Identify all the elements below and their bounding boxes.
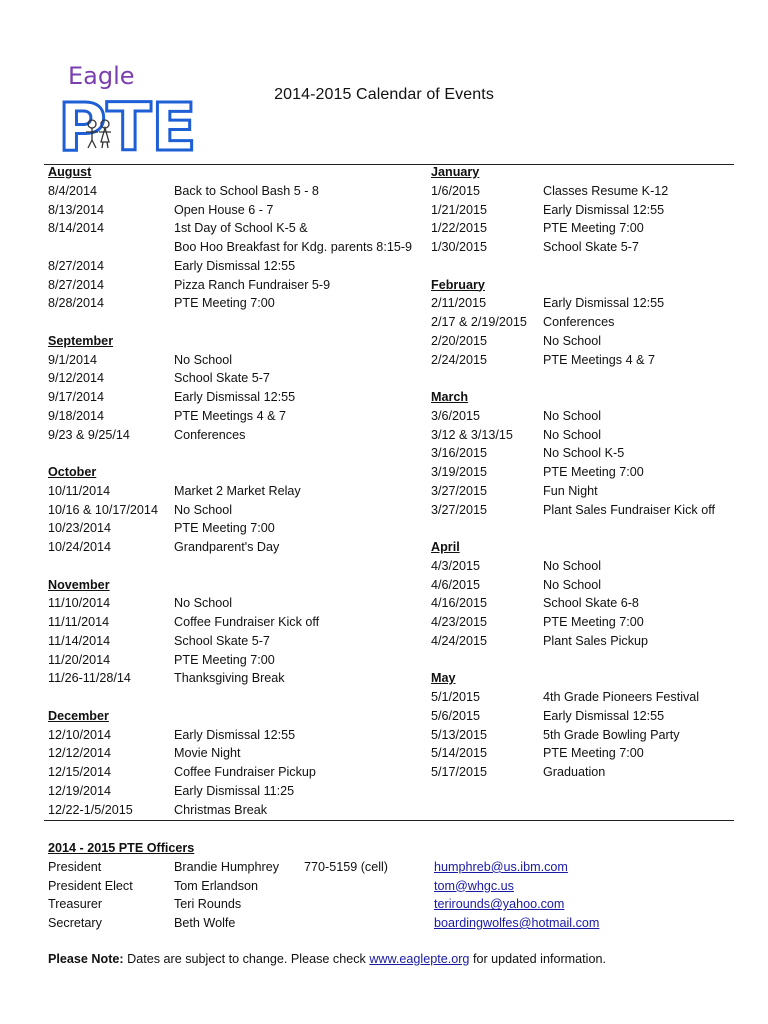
event-title: Early Dismissal 12:55 [174,390,296,404]
event-date: 2/17 & 2/19/2015 [431,315,527,329]
event-row [431,351,731,370]
event-row [48,744,428,763]
event-row [431,763,731,782]
event-row [48,632,428,651]
officer-phone [304,877,434,896]
event-row [431,463,731,482]
officer-phone [304,895,434,914]
event-row [431,219,731,238]
month-heading: August [48,165,92,179]
event-row [48,238,428,257]
officer-row [48,877,599,896]
website-link[interactable]: www.eaglepte.org [369,952,470,966]
event-date: 8/28/2014 [48,296,105,311]
event-row [431,201,731,220]
event-row [431,482,731,501]
month-spacer [431,519,731,538]
event-title: School Skate 6-8 [543,596,639,611]
event-date: 1/21/2015 [431,202,488,217]
event-title: Grandparent's Day [174,540,280,554]
event-row [48,763,428,782]
event-date: 3/19/2015 [431,465,488,479]
event-title: No School [174,502,233,517]
event-date: 10/23/2014 [48,521,112,536]
event-date: 1/22/2015 [431,221,488,236]
officer-email[interactable]: humphreb@us.ibm.com [434,859,568,874]
month-spacer [48,557,428,576]
event-title: Early Dismissal 12:55 [174,727,296,742]
event-row [48,669,428,688]
month-heading: December [48,708,109,723]
event-date: 10/24/2014 [48,540,112,554]
event-title: Christmas Break [174,802,268,817]
event-row [431,744,731,763]
event-date: 8/4/2014 [48,183,98,198]
event-title: Movie Night [174,746,241,761]
logo-top-text: Eagle [68,62,135,90]
event-title: Open House 6 - 7 [174,202,274,217]
event-title: No School [174,596,233,611]
event-date: 2/24/2015 [431,352,488,367]
month-spacer [431,651,731,670]
event-title: PTE Meeting 7:00 [543,221,644,236]
event-row [431,313,731,332]
event-row [431,426,731,445]
event-title: No School [543,408,602,423]
event-date: 11/20/2014 [48,652,111,667]
calendar-left-column [48,163,428,819]
event-row [48,594,428,613]
event-date [48,238,174,257]
month-heading: January [431,165,480,179]
officer-role: President [48,859,102,874]
footer-note [48,952,606,966]
eagle-pte-logo [58,58,197,166]
officer-name: Teri Rounds [174,897,242,912]
event-title: Early Dismissal 12:55 [543,202,665,217]
event-date: 5/14/2015 [431,746,488,761]
event-title: Market 2 Market Relay [174,483,301,498]
event-title: PTE Meetings 4 & 7 [174,408,286,423]
event-title: Graduation [543,765,606,779]
month-spacer [431,257,731,276]
event-title: Early Dismissal 12:55 [543,708,665,723]
note-label: Please Note: [48,952,124,966]
event-title: Boo Hoo Breakfast for Kdg. parents 8:15-9 [174,240,413,254]
event-title: Coffee Fundraiser Pickup [174,765,316,779]
event-date: 8/14/2014 [48,221,105,236]
officer-phone: 770-5159 (cell) [304,859,389,874]
event-date: 8/13/2014 [48,202,105,217]
event-date: 11/10/2014 [48,596,111,611]
event-row [48,426,428,445]
month-heading: October [48,465,97,479]
event-title: No School K-5 [543,446,625,461]
event-date: 3/16/2015 [431,446,488,461]
event-title: Coffee Fundraiser Kick off [174,615,320,629]
event-date: 1/6/2015 [431,183,481,198]
event-date: 11/26-11/28/14 [48,671,131,686]
event-row [431,576,731,595]
event-title: No School [543,427,602,442]
event-title: Plant Sales Fundraiser Kick off [543,502,715,517]
bottom-divider [44,820,734,821]
event-row [431,726,731,745]
event-row [48,782,428,801]
event-title: School Skate 5-7 [543,240,639,254]
event-title: Fun Night [543,483,598,498]
event-row [431,332,731,351]
officer-row [48,895,599,914]
event-date: 11/11/2014 [48,615,110,629]
event-title: PTE Meeting 7:00 [174,652,275,667]
officer-email[interactable]: terirounds@yahoo.com [434,897,565,912]
event-title: 1st Day of School K-5 & [174,221,308,236]
event-row [431,557,731,576]
event-title: Early Dismissal 12:55 [174,258,296,273]
event-date: 2/20/2015 [431,333,488,348]
event-title: 5th Grade Bowling Party [543,727,680,742]
event-title: PTE Meeting 7:00 [174,296,275,311]
event-row [48,501,428,520]
event-row [431,294,731,313]
event-date: 3/27/2015 [431,502,488,517]
month-heading: September [48,333,114,348]
event-title: Plant Sales Pickup [543,633,649,648]
event-title: School Skate 5-7 [174,633,270,648]
event-row [48,801,428,820]
event-title: 4th Grade Pioneers Festival [543,690,700,704]
event-date: 4/16/2015 [431,596,488,611]
event-date: 10/11/2014 [48,483,111,498]
event-date: 5/1/2015 [431,690,481,704]
event-title: Classes Resume K-12 [543,183,669,198]
event-row [48,369,428,388]
event-title: PTE Meeting 7:00 [543,746,644,761]
event-date: 2/11/2015 [431,296,487,311]
event-title: PTE Meetings 4 & 7 [543,352,655,367]
event-date: 11/14/2014 [48,633,111,648]
event-title: No School [543,333,602,348]
event-date: 3/12 & 3/13/15 [431,427,513,442]
event-date: 3/27/2015 [431,483,488,498]
event-date: 9/17/2014 [48,390,105,404]
event-date: 8/27/2014 [48,258,105,273]
event-title: School Skate 5-7 [174,371,270,386]
event-row [48,407,428,426]
month-spacer [48,444,428,463]
event-title: Pizza Ranch Fundraiser 5-9 [174,277,331,292]
event-row [48,651,428,670]
event-date: 12/22-1/5/2015 [48,802,133,817]
event-row [48,257,428,276]
event-row [48,219,428,238]
event-row [48,201,428,220]
officer-name: Tom Erlandson [174,878,258,893]
page-title: 2014-2015 Calendar of Events [274,86,494,103]
event-row [431,238,731,257]
event-row [431,688,731,707]
event-title: PTE Meeting 7:00 [543,465,644,479]
event-title: Early Dismissal 11:25 [174,783,295,798]
event-row [431,182,731,201]
event-row [48,726,428,745]
month-heading: May [431,671,456,686]
event-row [48,482,428,501]
officer-phone [304,914,434,933]
event-title: Back to School Bash 5 - 8 [174,183,319,198]
officers-section [48,839,599,933]
officer-row [48,858,599,877]
month-heading: November [48,577,110,592]
event-row [48,276,428,295]
event-date: 9/23 & 9/25/14 [48,427,130,442]
event-date: 12/12/2014 [48,746,112,761]
event-title: PTE Meeting 7:00 [174,521,275,536]
event-title: No School [543,558,602,573]
event-date: 3/6/2015 [431,408,481,423]
event-row [431,407,731,426]
officers-heading: 2014 - 2015 PTE Officers [48,841,195,855]
event-title: Early Dismissal 12:55 [543,296,665,311]
note-text-after: for updated information. [469,952,606,966]
event-date: 5/6/2015 [431,708,481,723]
event-row [431,707,731,726]
calendar-right-column [431,163,731,782]
event-date: 1/30/2015 [431,240,488,254]
event-title: No School [543,577,602,592]
event-date: 12/10/2014 [48,727,112,742]
event-title: Thanksgiving Break [174,671,285,686]
month-spacer [48,313,428,332]
event-date: 5/13/2015 [431,727,488,742]
event-title: Conferences [543,315,615,329]
event-row [48,613,428,632]
officer-name: Beth Wolfe [174,916,236,930]
month-heading: February [431,277,485,292]
event-date: 8/27/2014 [48,277,105,292]
event-date: 4/23/2015 [431,615,488,629]
event-row [48,294,428,313]
event-row [48,519,428,538]
logo-bottom-text: PTE [58,89,197,166]
event-row [48,182,428,201]
event-title: Conferences [174,427,246,442]
note-text-before: Dates are subject to change. Please check [123,952,370,966]
event-date: 4/3/2015 [431,558,481,573]
officer-name: Brandie Humphrey [174,859,279,874]
event-date: 5/17/2015 [431,765,488,779]
event-date: 4/24/2015 [431,633,488,648]
officer-email[interactable]: boardingwolfes@hotmail.com [434,916,600,930]
event-date: 12/15/2014 [48,765,112,779]
event-date: 4/6/2015 [431,577,481,592]
month-heading: March [431,390,469,404]
event-date: 10/16 & 10/17/2014 [48,502,158,517]
officer-role: Secretary [48,916,102,930]
event-date: 9/1/2014 [48,352,98,367]
event-row [431,501,731,520]
officer-email[interactable]: tom@whgc.us [434,878,514,893]
month-heading: April [431,540,460,554]
month-spacer [48,688,428,707]
event-row [431,444,731,463]
event-title: No School [174,352,233,367]
event-title: PTE Meeting 7:00 [543,615,644,629]
event-date: 12/19/2014 [48,783,112,798]
event-row [48,538,428,557]
event-row [431,613,731,632]
event-row [431,594,731,613]
event-row [48,351,428,370]
event-date: 9/18/2014 [48,408,105,423]
event-date: 9/12/2014 [48,371,105,386]
officer-role: Treasurer [48,897,103,912]
officer-row [48,914,599,933]
month-spacer [431,369,731,388]
officer-role: President Elect [48,878,133,893]
event-row [431,632,731,651]
event-row [48,388,428,407]
